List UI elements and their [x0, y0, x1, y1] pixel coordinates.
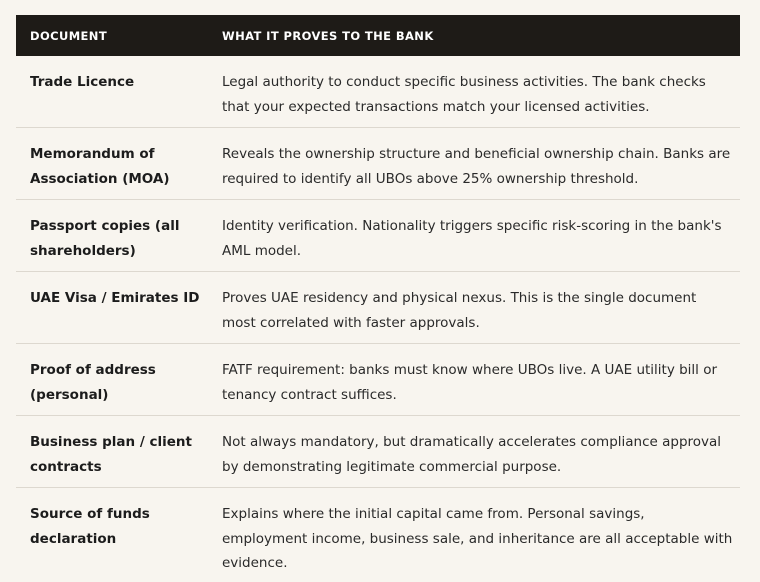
- row-document: Source of funds declaration: [30, 506, 150, 547]
- row-document: Memorandum of Association (MOA): [30, 146, 170, 187]
- row-proves: Explains where the initial capital came from. Personal savings, employment income, business sale, and inheritance are all acceptable with evidence.: [222, 506, 733, 571]
- header-proves: WHAT IT PROVES TO THE BANK: [222, 28, 434, 43]
- row-document: UAE Visa / Emirates ID: [30, 290, 200, 306]
- row-proves: Legal authority to conduct specific business activities. The bank checks that your expected transactions match your licensed activities.: [222, 74, 706, 115]
- row-proves: Reveals the ownership structure and beneficial ownership chain. Banks are required to identify all UBOs above 25% ownership threshold.: [222, 146, 731, 187]
- header-document: DOCUMENT: [30, 28, 108, 43]
- row-proves: Not always mandatory, but dramatically accelerates compliance approval by demonstrating legitimate commercial purpose.: [222, 434, 722, 475]
- table-row: [16, 416, 740, 488]
- documents-table: [16, 15, 740, 571]
- row-proves: Proves UAE residency and physical nexus. This is the single document most correlated with faster approvals.: [222, 290, 697, 331]
- table-header: [16, 15, 740, 56]
- row-proves: FATF requirement: banks must know where UBOs live. A UAE utility bill or tenancy contract suffices.: [222, 362, 718, 403]
- table-row: [16, 272, 740, 344]
- row-document: Proof of address (personal): [30, 362, 156, 403]
- table-row: [16, 56, 740, 128]
- table-row: [16, 128, 740, 200]
- table-row: [16, 200, 740, 272]
- table-row: [16, 344, 740, 416]
- row-document: Trade Licence: [30, 74, 135, 90]
- table-row: [16, 488, 740, 571]
- table-body: [16, 56, 740, 571]
- row-proves: Identity verification. Nationality triggers specific risk-scoring in the bank's AML model.: [222, 218, 722, 259]
- row-document: Passport copies (all shareholders): [30, 218, 180, 259]
- row-document: Business plan / client contracts: [30, 434, 192, 475]
